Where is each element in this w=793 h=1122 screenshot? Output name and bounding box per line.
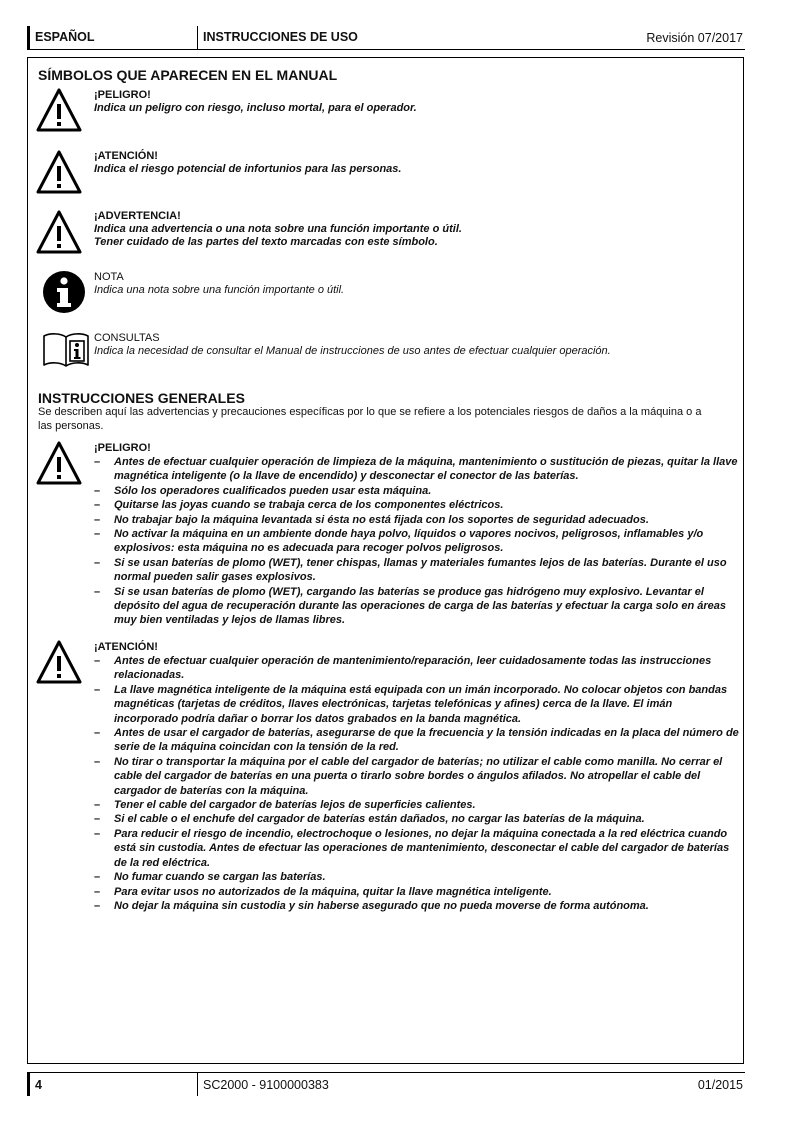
atencion-block (94, 640, 739, 913)
symbol-nota: NOTA Indica una nota sobre una función importante o útil. (94, 271, 345, 296)
warning-triangle-icon (36, 639, 82, 685)
list-item: – Quitarse las joyas cuando se trabaja cerca de los componentes eléctricos. (94, 498, 739, 512)
peligro-block (94, 441, 739, 628)
header-language: ESPAÑOL (27, 26, 196, 49)
footer-date: 01/2015 (697, 1078, 743, 1092)
list-item: – Antes de usar el cargador de baterías, asegurarse de que la frecuencia y la tensión indicadas en la placa del número de serie de la máquina coincidan con la tensión de la red. (94, 726, 739, 755)
general-intro: Se describen aquí las advertencias y precauciones específicas por lo que se refiere a los potenciales riesgos de daños a la máquina o a las personas. (38, 406, 702, 432)
page-footer (27, 1072, 745, 1096)
symbols-heading: SÍMBOLOS QUE APARECEN EN EL MANUAL (38, 67, 338, 83)
list-item: – Si se usan baterías de plomo (WET), cargando las baterías se produce gas hidrógeno muy explosivo. Levantar el depósito del agua de recuperación durante las operaciones de carga de las baterías y efectuar la carga solo en áreas muy bien ventiladas y lejos de llamas libres. (94, 585, 739, 628)
info-circle-icon (42, 270, 86, 314)
footer-model: SC2000 - 9100000383 (197, 1073, 329, 1096)
peligro-label: ¡PELIGRO! (94, 442, 151, 454)
warning-triangle-icon (36, 440, 82, 486)
list-item: – No activar la máquina en un ambiente donde haya polvo, líquidos o vapores nocivos, peligrosos, inflamables y/o explosivos: esta máquina no es adecuada para recoger polvos peligrosos. (94, 527, 739, 556)
list-item: – Antes de efectuar cualquier operación de limpieza de la máquina, mantenimiento o sustitución de piezas, quitar la llave magnética inteligente (o la llave de encendido) y desconectar el conector de las baterías. (94, 455, 739, 484)
list-item: – Si se usan baterías de plomo (WET), tener chispas, llamas y materiales fumantes lejos de las baterías. Durante el uso normal pueden salir gases explosivos. (94, 556, 739, 585)
general-heading: INSTRUCCIONES GENERALES (38, 390, 245, 406)
list-item: – Antes de efectuar cualquier operación de mantenimiento/reparación, leer cuidadosamente todas las instrucciones relacionadas. (94, 654, 739, 683)
manual-book-icon (42, 331, 90, 369)
warning-triangle-icon (36, 149, 82, 195)
symbol-atencion: ¡ATENCIÓN! Indica el riesgo potencial de infortunios para las personas. (94, 150, 402, 175)
warning-triangle-icon (36, 87, 82, 133)
header-revision: Revisión 07/2017 (646, 31, 743, 45)
list-item: – Para evitar usos no autorizados de la máquina, quitar la llave magnética inteligente. (94, 885, 739, 899)
header-title: INSTRUCCIONES DE USO (197, 26, 358, 49)
list-item: – Tener el cable del cargador de baterías lejos de superficies calientes. (94, 798, 739, 812)
atencion-list (94, 654, 739, 913)
list-item: – No fumar cuando se cargan las baterías. (94, 870, 739, 884)
symbol-consultas: CONSULTAS Indica la necesidad de consultar el Manual de instrucciones de uso antes de efectuar cualquier operación. (94, 332, 611, 357)
atencion-label: ¡ATENCIÓN! (94, 641, 158, 653)
list-item: – No tirar o transportar la máquina por el cable del cargador de baterías; no utilizar el cable como manilla. No cerrar el cable del cargador de baterías en una puerta o tirarlo sobre bordes o ángulos afilados. No atropellar el cable del cargador de baterías con la máquina. (94, 755, 739, 798)
content-frame (27, 57, 744, 1064)
list-item: – Sólo los operadores cualificados pueden usar esta máquina. (94, 484, 739, 498)
page-header (27, 26, 745, 50)
list-item: – Para reducir el riesgo de incendio, electrochoque o lesiones, no dejar la máquina conectada a la red eléctrica cuando está sin custodia. Antes de efectuar las operaciones de mantenimiento, desconectar el cable del cargador de baterías de la red eléctrica. (94, 827, 739, 870)
list-item: – No trabajar bajo la máquina levantada si ésta no está fijada con los soportes de seguridad adecuados. (94, 513, 739, 527)
symbol-advertencia: ¡ADVERTENCIA! Indica una advertencia o una nota sobre una función importante o útil. Tener cuidado de las partes del texto marcadas con este símbolo. (94, 210, 462, 248)
warning-triangle-icon (36, 209, 82, 255)
symbol-peligro: ¡PELIGRO! Indica un peligro con riesgo, incluso mortal, para el operador. (94, 89, 417, 114)
list-item: – No dejar la máquina sin custodia y sin haberse asegurado que no pueda moverse de forma autónoma. (94, 899, 739, 913)
list-item: – La llave magnética inteligente de la máquina está equipada con un imán incorporado. No colocar objetos con bandas magnéticas (tarjetas de créditos, llaves electrónicas, tarjetas telefónicas y afines) cerca de la llave. El imán incorporado podría dañar o borrar los datos grabados en la banda magnética. (94, 683, 739, 726)
peligro-list (94, 455, 739, 628)
list-item: – Si el cable o el enchufe del cargador de baterías están dañados, no cargar las baterías de la máquina. (94, 812, 739, 826)
page-number: 4 (27, 1073, 196, 1096)
